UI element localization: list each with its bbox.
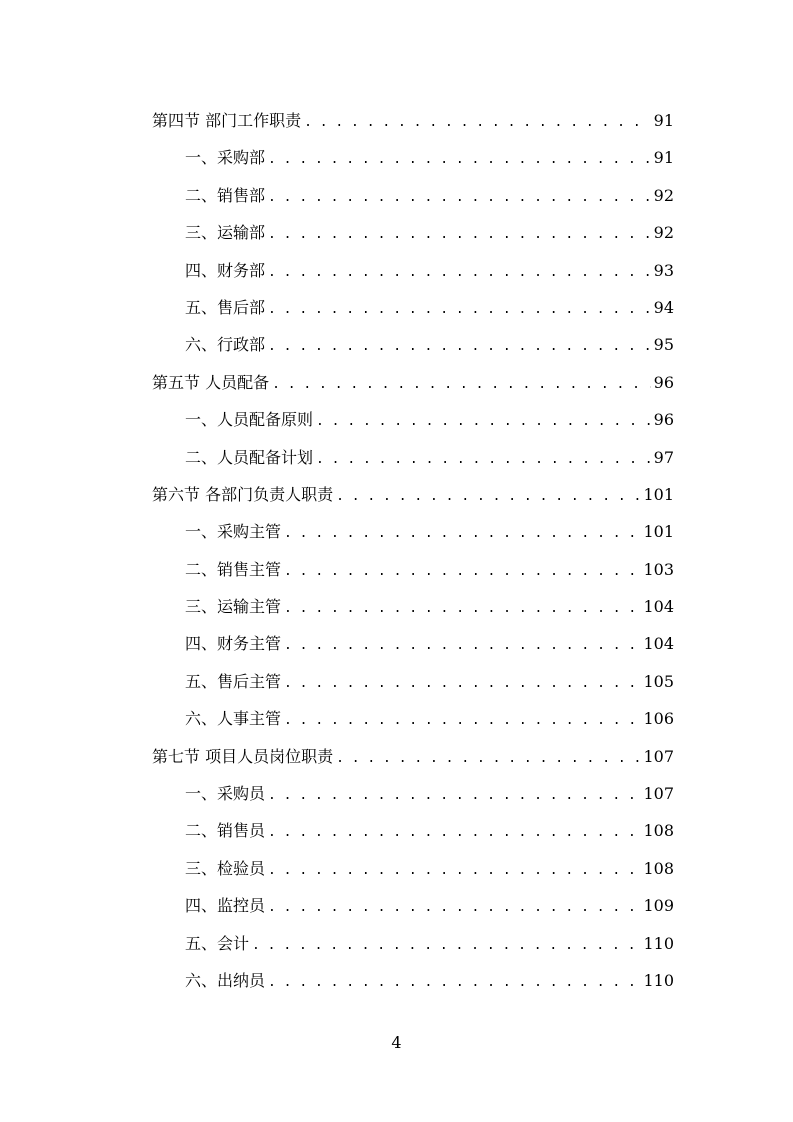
toc-dot-leader (316, 441, 651, 478)
toc-entry[interactable] (152, 102, 674, 139)
toc-entry-title: 三、运输部 (185, 223, 266, 243)
toc-entry-page: 95 (653, 335, 674, 355)
toc-entry-title: 五、售后部 (185, 297, 266, 317)
toc-dot-leader (268, 254, 651, 291)
toc-entry-title: 六、行政部 (185, 335, 266, 355)
toc-dot-leader (284, 702, 640, 739)
toc-entry-page: 107 (643, 746, 674, 766)
toc-entry[interactable] (152, 588, 674, 625)
toc-dot-leader (272, 366, 651, 403)
toc-entry-page: 110 (643, 933, 674, 953)
page-number: 4 (391, 1033, 402, 1052)
toc-dot-leader (268, 216, 651, 253)
toc-dot-leader (284, 553, 640, 590)
toc-dot-leader (284, 665, 640, 702)
toc-entry-page: 103 (643, 559, 674, 579)
toc-entry-page: 108 (643, 821, 674, 841)
toc-entry-title: 六、人事主管 (185, 709, 282, 729)
toc-dot-leader (268, 179, 651, 216)
toc-entry[interactable] (152, 775, 674, 812)
toc-entry-page: 92 (653, 185, 674, 205)
toc-dot-leader (284, 627, 640, 664)
toc-entry[interactable] (152, 700, 674, 737)
toc-entry-page: 107 (643, 784, 674, 804)
toc-entry-title: 四、财务部 (185, 260, 266, 280)
toc-entry-title: 一、采购部 (185, 148, 266, 168)
toc-dot-leader (268, 814, 640, 851)
toc-entry-title: 第四节 部门工作职责 (152, 111, 302, 130)
toc-dot-leader (304, 104, 651, 141)
table-of-contents (152, 102, 674, 999)
toc-entry[interactable] (152, 177, 674, 214)
toc-entry[interactable] (152, 401, 674, 438)
toc-entry-page: 94 (653, 297, 674, 317)
toc-entry[interactable] (152, 214, 674, 251)
toc-entry-page: 104 (643, 634, 674, 654)
toc-entry-page: 101 (643, 522, 674, 542)
toc-entry[interactable] (152, 439, 674, 476)
toc-dot-leader (284, 515, 640, 552)
toc-entry-title: 一、采购主管 (185, 522, 282, 542)
toc-entry[interactable] (152, 289, 674, 326)
toc-dot-leader (268, 141, 651, 178)
toc-entry-title: 一、采购员 (185, 784, 266, 804)
toc-entry-page: 101 (643, 484, 674, 504)
toc-entry-title: 二、销售员 (185, 821, 266, 841)
toc-entry[interactable] (152, 887, 674, 924)
toc-entry-title: 第六节 各部门负责人职责 (152, 484, 334, 504)
toc-entry-title: 三、检验员 (185, 858, 266, 878)
toc-entry[interactable] (152, 513, 674, 550)
toc-entry-title: 二、销售部 (185, 185, 266, 205)
toc-entry-page: 97 (653, 447, 674, 467)
toc-entry-page: 110 (643, 970, 674, 990)
toc-entry-title: 四、监控员 (185, 896, 266, 916)
toc-entry-page: 96 (653, 410, 674, 430)
toc-dot-leader (268, 328, 651, 365)
toc-entry[interactable] (152, 139, 674, 176)
toc-entry[interactable] (152, 476, 674, 513)
toc-entry-title: 五、会计 (185, 933, 250, 953)
toc-entry[interactable] (152, 326, 674, 363)
toc-entry-title: 一、人员配备原则 (185, 410, 314, 430)
toc-entry-page: 91 (653, 148, 674, 168)
toc-dot-leader (336, 478, 640, 515)
toc-entry[interactable] (152, 663, 674, 700)
toc-entry-title: 第七节 项目人员岗位职责 (152, 746, 334, 766)
toc-dot-leader (284, 590, 640, 627)
toc-dot-leader (268, 852, 640, 889)
toc-entry-title: 六、出纳员 (185, 970, 266, 990)
toc-dot-leader (316, 403, 651, 440)
toc-dot-leader (268, 777, 640, 814)
toc-dot-leader (252, 927, 640, 964)
toc-entry-page: 105 (643, 671, 674, 691)
toc-entry[interactable] (152, 364, 674, 401)
toc-entry-page: 92 (653, 223, 674, 243)
toc-dot-leader (268, 889, 640, 926)
toc-entry[interactable] (152, 625, 674, 662)
toc-entry-title: 三、运输主管 (185, 597, 282, 617)
toc-entry-page: 109 (643, 896, 674, 916)
toc-entry-page: 96 (653, 372, 674, 392)
toc-entry-page: 91 (653, 111, 674, 130)
toc-entry-page: 93 (653, 260, 674, 280)
toc-dot-leader (336, 740, 640, 777)
toc-entry[interactable] (152, 738, 674, 775)
toc-entry-title: 二、销售主管 (185, 559, 282, 579)
toc-entry[interactable] (152, 551, 674, 588)
toc-entry-title: 五、售后主管 (185, 671, 282, 691)
toc-entry-title: 第五节 人员配备 (152, 372, 270, 392)
toc-entry-page: 108 (643, 858, 674, 878)
toc-dot-leader (268, 964, 640, 1001)
toc-entry[interactable] (152, 812, 674, 849)
toc-entry-title: 四、财务主管 (185, 634, 282, 654)
toc-entry-page: 104 (643, 597, 674, 617)
toc-entry-title: 二、人员配备计划 (185, 447, 314, 467)
toc-dot-leader (268, 291, 651, 328)
toc-entry-page: 106 (643, 709, 674, 729)
toc-entry[interactable] (152, 252, 674, 289)
toc-entry[interactable] (152, 925, 674, 962)
toc-entry[interactable] (152, 850, 674, 887)
toc-entry[interactable] (152, 962, 674, 999)
